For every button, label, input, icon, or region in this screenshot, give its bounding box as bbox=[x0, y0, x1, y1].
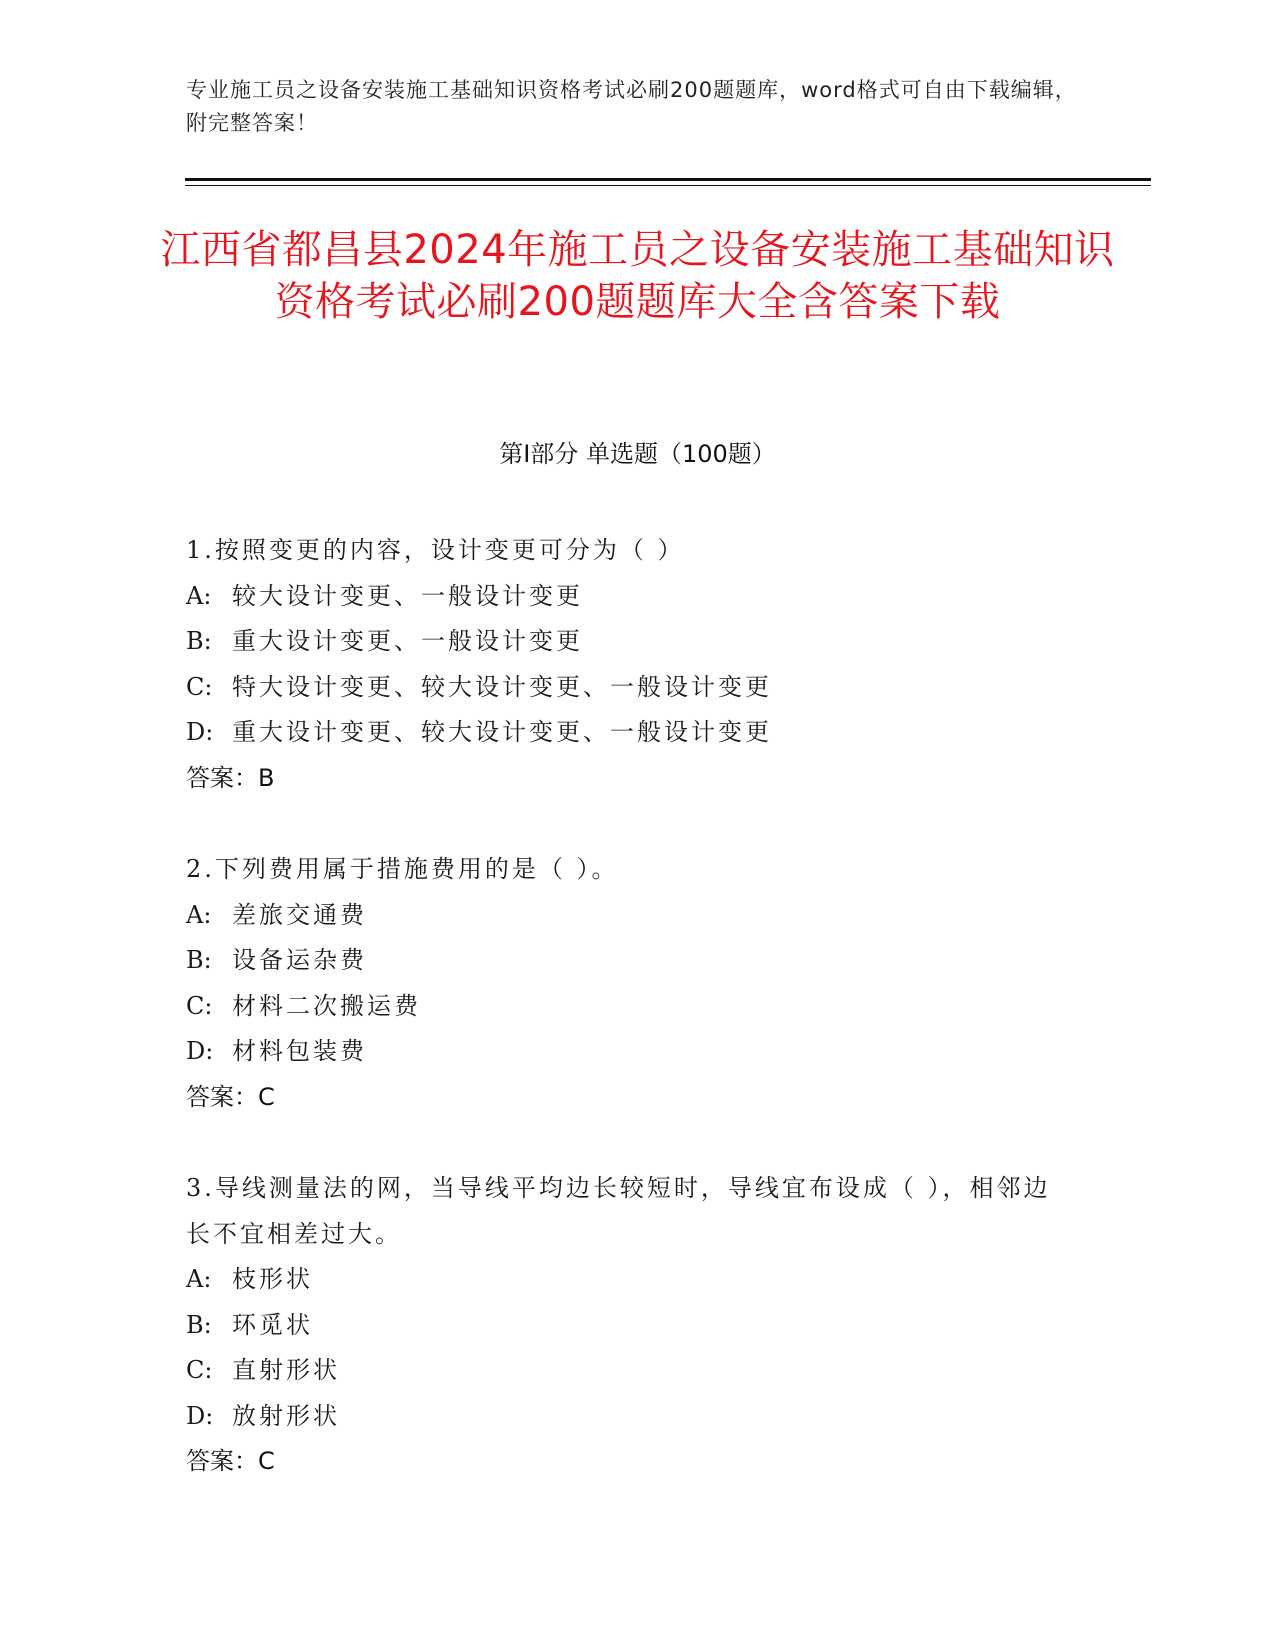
option-key: C: bbox=[186, 991, 213, 1020]
option-text: 材料包装费 bbox=[232, 1037, 367, 1065]
answer-line: 答案：C bbox=[186, 1082, 275, 1111]
option-text: 重大设计变更、较大设计变更、一般设计变更 bbox=[232, 718, 772, 746]
option-text: 特大设计变更、较大设计变更、一般设计变更 bbox=[232, 672, 772, 701]
option-key: B: bbox=[186, 946, 212, 974]
option-text: 环觅状 bbox=[232, 1310, 313, 1339]
header-note: 专业施工员之设备安装施工基础知识资格考试必刷200题题库，word格式可自由下载编辑，附完整答案！ bbox=[186, 78, 1077, 135]
question-stem: 1.按照变更的内容，设计变更可分为（ ） bbox=[186, 536, 685, 564]
option-b bbox=[186, 938, 1076, 984]
option-a bbox=[186, 1257, 1076, 1303]
option-text: 差旅交通费 bbox=[232, 900, 367, 929]
option-text: 材料二次搬运费 bbox=[232, 991, 421, 1020]
header-divider-thin bbox=[185, 185, 1151, 186]
question-1 bbox=[186, 528, 1076, 801]
option-key: A: bbox=[186, 900, 212, 929]
header-divider-thick bbox=[185, 178, 1151, 181]
option-b bbox=[186, 1303, 1076, 1349]
question-stem: 3.导线测量法的网，当导线平均边长较短时，导线宜布设成（ ），相邻边长不宜相差过大。 bbox=[186, 1174, 1051, 1248]
option-text: 枝形状 bbox=[232, 1265, 313, 1293]
option-text: 放射形状 bbox=[232, 1401, 340, 1430]
option-d bbox=[186, 1029, 1076, 1075]
section-heading: 第I部分 单选题（100题） bbox=[499, 440, 776, 468]
option-text: 较大设计变更、一般设计变更 bbox=[232, 581, 583, 610]
option-text: 设备运杂费 bbox=[232, 946, 367, 974]
option-key: D: bbox=[186, 1401, 214, 1430]
answer-line: 答案：B bbox=[186, 763, 275, 792]
option-key: A: bbox=[186, 1265, 212, 1293]
option-c bbox=[186, 1348, 1076, 1394]
option-key: B: bbox=[186, 1310, 212, 1339]
option-c bbox=[186, 984, 1076, 1030]
option-key: C: bbox=[186, 1356, 213, 1384]
option-a bbox=[186, 893, 1076, 939]
option-c bbox=[186, 665, 1076, 711]
option-key: C: bbox=[186, 672, 213, 701]
question-2 bbox=[186, 847, 1076, 1120]
option-key: A: bbox=[186, 581, 212, 610]
option-text: 重大设计变更、一般设计变更 bbox=[232, 627, 583, 655]
option-key: B: bbox=[186, 627, 212, 655]
option-key: D: bbox=[186, 718, 214, 746]
question-3 bbox=[186, 1166, 1076, 1485]
option-key: D: bbox=[186, 1037, 214, 1065]
document-title: 江西省都昌县2024年施工员之设备安装施工基础知识资格考试必刷200题题库大全含答案下载 bbox=[160, 227, 1115, 325]
option-a bbox=[186, 574, 1076, 620]
answer-line: 答案：C bbox=[186, 1447, 275, 1475]
option-d bbox=[186, 710, 1076, 756]
option-text: 直射形状 bbox=[232, 1356, 340, 1384]
option-d bbox=[186, 1394, 1076, 1440]
option-b bbox=[186, 619, 1076, 665]
question-stem: 2.下列费用属于措施费用的是（ ）。 bbox=[186, 855, 619, 883]
question-list bbox=[186, 528, 1076, 1485]
